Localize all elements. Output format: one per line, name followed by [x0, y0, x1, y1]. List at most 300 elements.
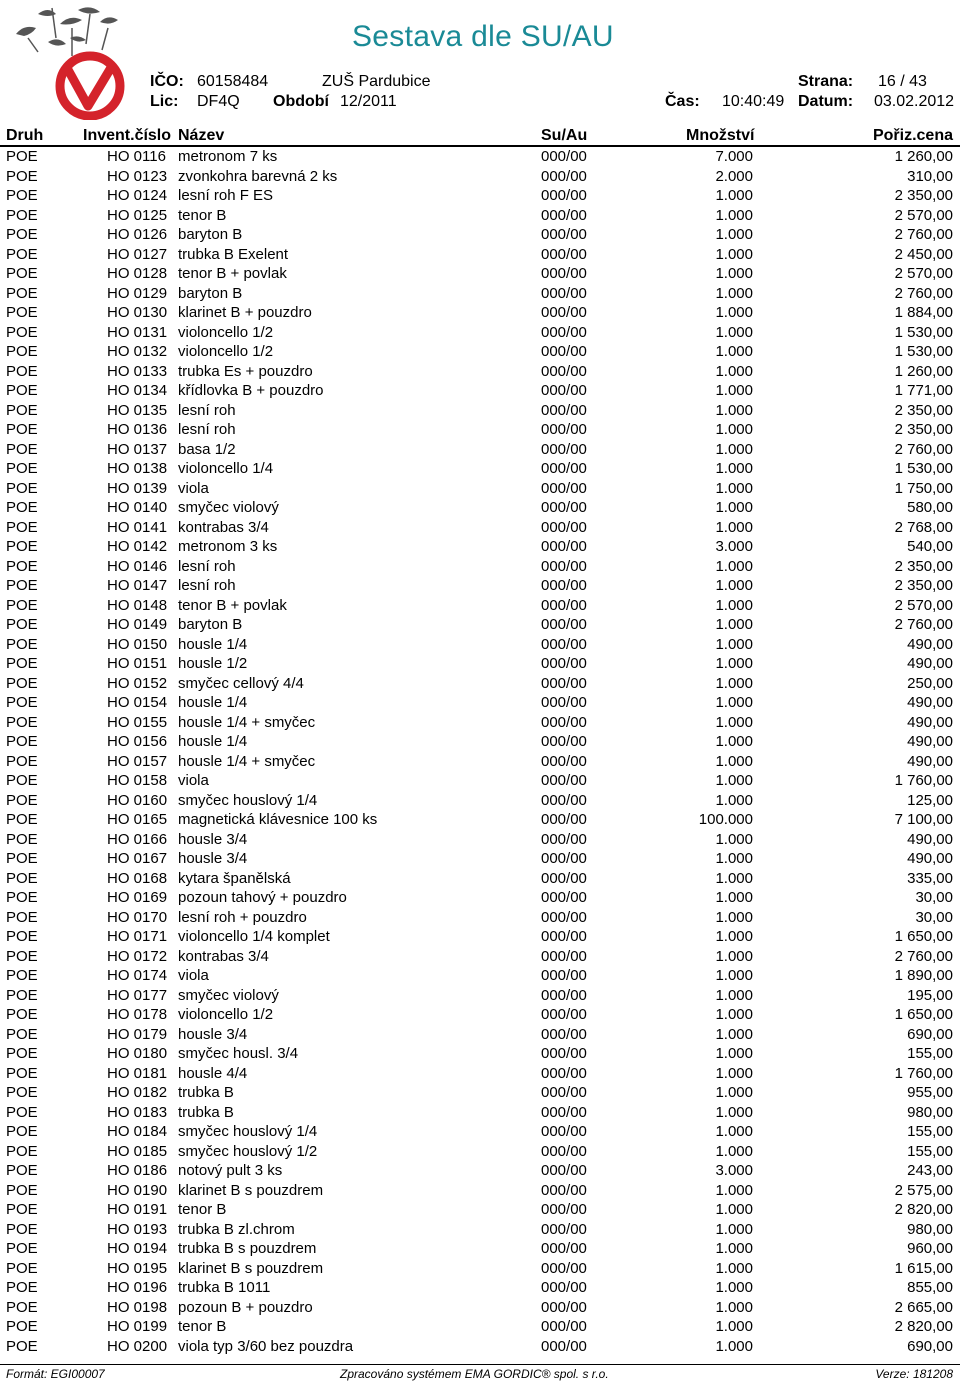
row-nazev: smyčec violový	[178, 499, 279, 516]
table-row	[0, 537, 960, 557]
row-mnozstvi: 1.000	[715, 947, 753, 965]
table-row	[0, 1005, 960, 1025]
table-row	[0, 752, 960, 772]
row-druh: POE	[6, 791, 38, 809]
row-mnozstvi: 1.000	[715, 869, 753, 887]
row-poriz-cena: 1 650,00	[894, 1006, 953, 1023]
table-row	[0, 869, 960, 889]
row-mnozstvi: 1.000	[715, 1298, 753, 1316]
row-su-au: 000/00	[541, 694, 587, 711]
row-invent-number: HO 0186	[107, 1162, 168, 1179]
row-invent-number: HO 0168	[107, 869, 168, 887]
row-druh: POE	[6, 1045, 38, 1062]
row-nazev: smyčec houslový 1/4	[178, 1123, 318, 1140]
row-poriz-cena: 1 530,00	[894, 343, 953, 360]
table-row	[0, 1200, 960, 1220]
row-mnozstvi: 1.000	[715, 304, 753, 321]
row-mnozstvi: 1.000	[715, 908, 753, 926]
row-poriz-cena: 2 350,00	[894, 421, 953, 438]
table-row	[0, 342, 960, 362]
row-invent-number: HO 0165	[107, 811, 168, 828]
row-invent-number: HO 0199	[107, 1318, 168, 1335]
table-row	[0, 1239, 960, 1259]
table-row	[0, 732, 960, 752]
row-invent-number: HO 0167	[107, 850, 168, 867]
row-su-au: 000/00	[541, 1006, 587, 1023]
row-su-au: 000/00	[541, 1123, 587, 1140]
row-su-au: 000/00	[541, 226, 587, 243]
row-nazev: lesní roh	[178, 557, 236, 575]
row-nazev: smyčec cellový 4/4	[178, 674, 304, 692]
row-invent-number: HO 0149	[107, 616, 168, 633]
row-mnozstvi: 1.000	[715, 1318, 753, 1335]
ico-label: IČO:	[150, 73, 184, 90]
table-row	[0, 947, 960, 967]
row-poriz-cena: 1 260,00	[894, 148, 953, 165]
row-mnozstvi: 1.000	[715, 284, 753, 302]
row-su-au: 000/00	[541, 1181, 587, 1199]
row-nazev: pozoun tahový + pouzdro	[178, 889, 347, 906]
row-nazev: kytara španělská	[178, 869, 291, 887]
row-druh: POE	[6, 343, 38, 360]
table-row	[0, 713, 960, 733]
row-invent-number: HO 0129	[107, 284, 168, 302]
row-nazev: viola	[178, 967, 209, 984]
row-su-au: 000/00	[541, 1084, 587, 1101]
row-druh: POE	[6, 1337, 38, 1355]
table-row	[0, 908, 960, 928]
row-mnozstvi: 1.000	[715, 187, 753, 204]
table-row	[0, 674, 960, 694]
row-su-au: 000/00	[541, 421, 587, 438]
table-row	[0, 518, 960, 538]
row-su-au: 000/00	[541, 499, 587, 516]
row-mnozstvi: 2.000	[715, 167, 753, 185]
row-invent-number: HO 0140	[107, 499, 168, 516]
row-druh: POE	[6, 889, 38, 906]
row-nazev: lesní roh	[178, 577, 236, 594]
row-invent-number: HO 0170	[107, 908, 168, 926]
row-druh: POE	[6, 499, 38, 516]
row-nazev: magnetická klávesnice 100 ks	[178, 811, 378, 828]
table-row	[0, 1142, 960, 1162]
row-invent-number: HO 0181	[107, 1064, 168, 1082]
row-poriz-cena: 310,00	[907, 167, 953, 185]
row-mnozstvi: 1.000	[715, 440, 753, 458]
ico-value: 60158484	[197, 73, 269, 90]
row-su-au: 000/00	[541, 265, 587, 282]
row-invent-number: HO 0196	[107, 1279, 168, 1296]
row-nazev: pozoun B + pouzdro	[178, 1298, 313, 1316]
row-nazev: tenor B + povlak	[178, 596, 287, 614]
row-su-au: 000/00	[541, 1025, 587, 1043]
row-su-au: 000/00	[541, 1240, 587, 1257]
row-mnozstvi: 1.000	[715, 1240, 753, 1257]
row-nazev: viola	[178, 772, 209, 789]
row-su-au: 000/00	[541, 1220, 587, 1238]
row-nazev: baryton B	[178, 226, 243, 243]
row-invent-number: HO 0190	[107, 1181, 168, 1199]
row-mnozstvi: 1.000	[715, 382, 753, 399]
row-invent-number: HO 0141	[107, 518, 168, 536]
row-poriz-cena: 195,00	[907, 986, 953, 1004]
row-poriz-cena: 690,00	[907, 1337, 953, 1355]
row-invent-number: HO 0142	[107, 538, 168, 555]
row-nazev: housle 4/4	[178, 1064, 248, 1082]
row-poriz-cena: 490,00	[907, 655, 953, 672]
row-mnozstvi: 1.000	[715, 674, 753, 692]
row-mnozstvi: 1.000	[715, 343, 753, 360]
row-druh: POE	[6, 460, 38, 477]
row-nazev: metronom 3 ks	[178, 538, 278, 555]
row-su-au: 000/00	[541, 830, 587, 848]
row-invent-number: HO 0180	[107, 1045, 168, 1062]
row-poriz-cena: 490,00	[907, 713, 953, 731]
row-druh: POE	[6, 1259, 38, 1277]
row-poriz-cena: 1 260,00	[894, 362, 953, 380]
row-invent-number: HO 0130	[107, 304, 168, 321]
cas-value: 10:40:49	[722, 93, 785, 110]
table-row	[0, 888, 960, 908]
row-mnozstvi: 3.000	[715, 538, 753, 555]
table-row	[0, 225, 960, 245]
row-invent-number: HO 0123	[107, 167, 168, 185]
table-row	[0, 440, 960, 460]
row-poriz-cena: 490,00	[907, 850, 953, 867]
row-su-au: 000/00	[541, 772, 587, 789]
row-mnozstvi: 1.000	[715, 616, 753, 633]
row-druh: POE	[6, 1220, 38, 1238]
row-poriz-cena: 490,00	[907, 635, 953, 653]
row-su-au: 000/00	[541, 596, 587, 614]
row-poriz-cena: 2 350,00	[894, 401, 953, 419]
row-invent-number: HO 0135	[107, 401, 168, 419]
row-poriz-cena: 2 570,00	[894, 265, 953, 282]
row-nazev: housle 1/4 + smyčec	[178, 752, 316, 770]
row-mnozstvi: 1.000	[715, 226, 753, 243]
row-druh: POE	[6, 772, 38, 789]
row-druh: POE	[6, 596, 38, 614]
row-su-au: 000/00	[541, 304, 587, 321]
row-mnozstvi: 1.000	[715, 1181, 753, 1199]
row-poriz-cena: 490,00	[907, 752, 953, 770]
row-invent-number: HO 0138	[107, 460, 168, 477]
row-druh: POE	[6, 1103, 38, 1121]
table-row	[0, 362, 960, 382]
row-druh: POE	[6, 1162, 38, 1179]
row-poriz-cena: 2 350,00	[894, 187, 953, 204]
row-nazev: trubka Es + pouzdro	[178, 362, 313, 380]
row-nazev: baryton B	[178, 616, 243, 633]
row-poriz-cena: 2 760,00	[894, 226, 953, 243]
row-poriz-cena: 540,00	[907, 538, 953, 555]
table-row	[0, 1064, 960, 1084]
row-druh: POE	[6, 655, 38, 672]
table-row	[0, 323, 960, 343]
row-invent-number: HO 0126	[107, 226, 168, 243]
row-druh: POE	[6, 206, 38, 224]
row-poriz-cena: 155,00	[907, 1123, 953, 1140]
row-mnozstvi: 1.000	[715, 460, 753, 477]
row-su-au: 000/00	[541, 382, 587, 399]
row-nazev: smyčec violový	[178, 986, 279, 1004]
table-row	[0, 771, 960, 791]
row-poriz-cena: 1 615,00	[894, 1259, 953, 1277]
table-row	[0, 635, 960, 655]
row-poriz-cena: 855,00	[907, 1279, 953, 1296]
table-row	[0, 927, 960, 947]
row-su-au: 000/00	[541, 733, 587, 750]
row-invent-number: HO 0183	[107, 1103, 168, 1121]
row-druh: POE	[6, 1201, 38, 1218]
row-druh: POE	[6, 401, 38, 419]
row-mnozstvi: 1.000	[715, 577, 753, 594]
row-druh: POE	[6, 1279, 38, 1296]
row-druh: POE	[6, 284, 38, 302]
row-poriz-cena: 2 350,00	[894, 577, 953, 594]
row-mnozstvi: 1.000	[715, 421, 753, 438]
row-su-au: 000/00	[541, 343, 587, 360]
row-druh: POE	[6, 1181, 38, 1199]
row-nazev: violoncello 1/2	[178, 323, 274, 341]
row-invent-number: HO 0116	[107, 148, 166, 165]
table-row	[0, 186, 960, 206]
row-su-au: 000/00	[541, 869, 587, 887]
table-row	[0, 830, 960, 850]
row-poriz-cena: 30,00	[915, 908, 953, 926]
table-row	[0, 849, 960, 869]
row-su-au: 000/00	[541, 908, 587, 926]
row-nazev: trubka B	[178, 1103, 234, 1121]
row-poriz-cena: 490,00	[907, 733, 953, 750]
row-nazev: zvonkohra barevná 2 ks	[178, 167, 338, 185]
col-mnozstvi: Množství	[686, 127, 755, 144]
row-nazev: trubka B 1011	[178, 1279, 271, 1296]
row-invent-number: HO 0134	[107, 382, 168, 399]
row-invent-number: HO 0148	[107, 596, 168, 614]
row-druh: POE	[6, 694, 38, 711]
row-su-au: 000/00	[541, 518, 587, 536]
row-mnozstvi: 1.000	[715, 655, 753, 672]
school-logo	[8, 2, 138, 120]
row-druh: POE	[6, 421, 38, 438]
row-poriz-cena: 2 760,00	[894, 284, 953, 302]
row-mnozstvi: 1.000	[715, 1064, 753, 1082]
row-druh: POE	[6, 1318, 38, 1335]
row-su-au: 000/00	[541, 889, 587, 906]
table-row	[0, 479, 960, 499]
row-su-au: 000/00	[541, 811, 587, 828]
row-su-au: 000/00	[541, 1337, 587, 1355]
row-invent-number: HO 0171	[107, 928, 168, 945]
row-nazev: tenor B	[178, 206, 227, 224]
row-mnozstvi: 1.000	[715, 889, 753, 906]
row-su-au: 000/00	[541, 187, 587, 204]
row-nazev: notový pult 3 ks	[178, 1162, 283, 1179]
row-invent-number: HO 0169	[107, 889, 168, 906]
row-mnozstvi: 1.000	[715, 635, 753, 653]
row-mnozstvi: 1.000	[715, 1279, 753, 1296]
row-su-au: 000/00	[541, 1162, 587, 1179]
row-poriz-cena: 125,00	[907, 791, 953, 809]
row-invent-number: HO 0185	[107, 1142, 168, 1160]
row-mnozstvi: 1.000	[715, 1201, 753, 1218]
row-su-au: 000/00	[541, 557, 587, 575]
table-row	[0, 1317, 960, 1337]
row-mnozstvi: 1.000	[715, 323, 753, 341]
row-druh: POE	[6, 616, 38, 633]
row-druh: POE	[6, 518, 38, 536]
row-druh: POE	[6, 577, 38, 594]
row-su-au: 000/00	[541, 577, 587, 594]
row-poriz-cena: 980,00	[907, 1103, 953, 1121]
row-druh: POE	[6, 733, 38, 750]
row-poriz-cena: 1 760,00	[894, 772, 953, 789]
row-nazev: housle 3/4	[178, 830, 248, 848]
row-nazev: tenor B	[178, 1318, 227, 1335]
row-mnozstvi: 1.000	[715, 713, 753, 731]
row-druh: POE	[6, 1240, 38, 1257]
row-poriz-cena: 1 750,00	[894, 479, 953, 497]
row-mnozstvi: 1.000	[715, 1103, 753, 1121]
row-su-au: 000/00	[541, 1201, 587, 1218]
row-druh: POE	[6, 635, 38, 653]
row-nazev: housle 1/2	[178, 655, 248, 672]
row-nazev: violoncello 1/2	[178, 1006, 274, 1023]
row-nazev: housle 1/4	[178, 733, 248, 750]
row-poriz-cena: 1 760,00	[894, 1064, 953, 1082]
row-poriz-cena: 1 890,00	[894, 967, 953, 984]
row-su-au: 000/00	[541, 674, 587, 692]
row-invent-number: HO 0128	[107, 265, 168, 282]
row-mnozstvi: 1.000	[715, 265, 753, 282]
table-row	[0, 1298, 960, 1318]
lic-label: Lic:	[150, 93, 179, 110]
row-mnozstvi: 1.000	[715, 850, 753, 867]
report-title: Sestava dle SU/AU	[352, 20, 614, 53]
row-nazev: kontrabas 3/4	[178, 518, 269, 536]
row-mnozstvi: 1.000	[715, 518, 753, 536]
row-druh: POE	[6, 245, 38, 263]
row-mnozstvi: 1.000	[715, 928, 753, 945]
row-su-au: 000/00	[541, 1064, 587, 1082]
obdobi-value: 12/2011	[340, 93, 397, 110]
row-poriz-cena: 490,00	[907, 830, 953, 848]
row-druh: POE	[6, 557, 38, 575]
row-su-au: 000/00	[541, 245, 587, 263]
row-druh: POE	[6, 947, 38, 965]
cas-label: Čas:	[665, 93, 700, 110]
row-mnozstvi: 1.000	[715, 733, 753, 750]
row-nazev: violoncello 1/4	[178, 460, 274, 477]
row-druh: POE	[6, 304, 38, 321]
col-invent: Invent.číslo	[83, 127, 172, 144]
row-nazev: tenor B	[178, 1201, 227, 1218]
row-druh: POE	[6, 187, 38, 204]
row-nazev: housle 1/4 + smyčec	[178, 713, 316, 731]
footer-processed: Zpracováno systémem EMA GORDIC® spol. s r.o.	[340, 1367, 609, 1381]
row-invent-number: HO 0157	[107, 752, 168, 770]
row-nazev: basa 1/2	[178, 440, 236, 458]
row-mnozstvi: 1.000	[715, 206, 753, 224]
row-nazev: housle 1/4	[178, 694, 248, 711]
row-mnozstvi: 1.000	[715, 752, 753, 770]
row-invent-number: HO 0132	[107, 343, 168, 360]
table-row	[0, 245, 960, 265]
row-mnozstvi: 1.000	[715, 1337, 753, 1355]
footer-version: Verze: 181208	[875, 1367, 953, 1381]
row-invent-number: HO 0125	[107, 206, 168, 224]
row-invent-number: HO 0177	[107, 986, 168, 1004]
row-nazev: smyčec housl. 3/4	[178, 1045, 299, 1062]
row-poriz-cena: 2 450,00	[894, 245, 953, 263]
birds-logo-icon	[8, 2, 138, 120]
row-druh: POE	[6, 148, 38, 165]
footer-format: Formát: EGI00007	[6, 1367, 105, 1381]
row-druh: POE	[6, 850, 38, 867]
table-row	[0, 615, 960, 635]
row-druh: POE	[6, 167, 38, 185]
row-invent-number: HO 0152	[107, 674, 168, 692]
row-nazev: baryton B	[178, 284, 243, 302]
row-poriz-cena: 2 350,00	[894, 557, 953, 575]
row-mnozstvi: 1.000	[715, 479, 753, 497]
inventory-table	[0, 147, 960, 1356]
table-row	[0, 1025, 960, 1045]
row-su-au: 000/00	[541, 752, 587, 770]
row-su-au: 000/00	[541, 1045, 587, 1062]
row-su-au: 000/00	[541, 538, 587, 555]
table-row	[0, 1103, 960, 1123]
row-druh: POE	[6, 986, 38, 1004]
table-row	[0, 1122, 960, 1142]
row-druh: POE	[6, 440, 38, 458]
row-poriz-cena: 2 575,00	[894, 1181, 953, 1199]
row-su-au: 000/00	[541, 479, 587, 497]
row-invent-number: HO 0150	[107, 635, 168, 653]
row-mnozstvi: 1.000	[715, 791, 753, 809]
table-row	[0, 264, 960, 284]
row-nazev: klarinet B s pouzdrem	[178, 1181, 324, 1199]
row-druh: POE	[6, 1142, 38, 1160]
row-poriz-cena: 2 570,00	[894, 596, 953, 614]
row-invent-number: HO 0124	[107, 187, 168, 204]
row-su-au: 000/00	[541, 167, 587, 185]
row-invent-number: HO 0195	[107, 1259, 168, 1277]
row-mnozstvi: 1.000	[715, 1006, 753, 1023]
row-poriz-cena: 2 768,00	[894, 518, 953, 536]
row-invent-number: HO 0191	[107, 1201, 168, 1218]
row-su-au: 000/00	[541, 1298, 587, 1316]
row-mnozstvi: 1.000	[715, 1259, 753, 1277]
obdobi-label: Období	[273, 93, 329, 110]
table-row	[0, 596, 960, 616]
row-poriz-cena: 1 771,00	[894, 382, 953, 399]
row-mnozstvi: 1.000	[715, 245, 753, 263]
row-poriz-cena: 490,00	[907, 694, 953, 711]
row-mnozstvi: 1.000	[715, 1123, 753, 1140]
col-poriz-cena: Pořiz.cena	[872, 127, 953, 144]
footer-rule	[0, 1364, 960, 1365]
row-druh: POE	[6, 928, 38, 945]
row-poriz-cena: 2 760,00	[894, 947, 953, 965]
row-nazev: lesní roh F ES	[178, 187, 274, 204]
row-su-au: 000/00	[541, 1259, 587, 1277]
row-poriz-cena: 955,00	[907, 1084, 953, 1101]
row-druh: POE	[6, 908, 38, 926]
row-nazev: housle 1/4	[178, 635, 248, 653]
row-druh: POE	[6, 1006, 38, 1023]
